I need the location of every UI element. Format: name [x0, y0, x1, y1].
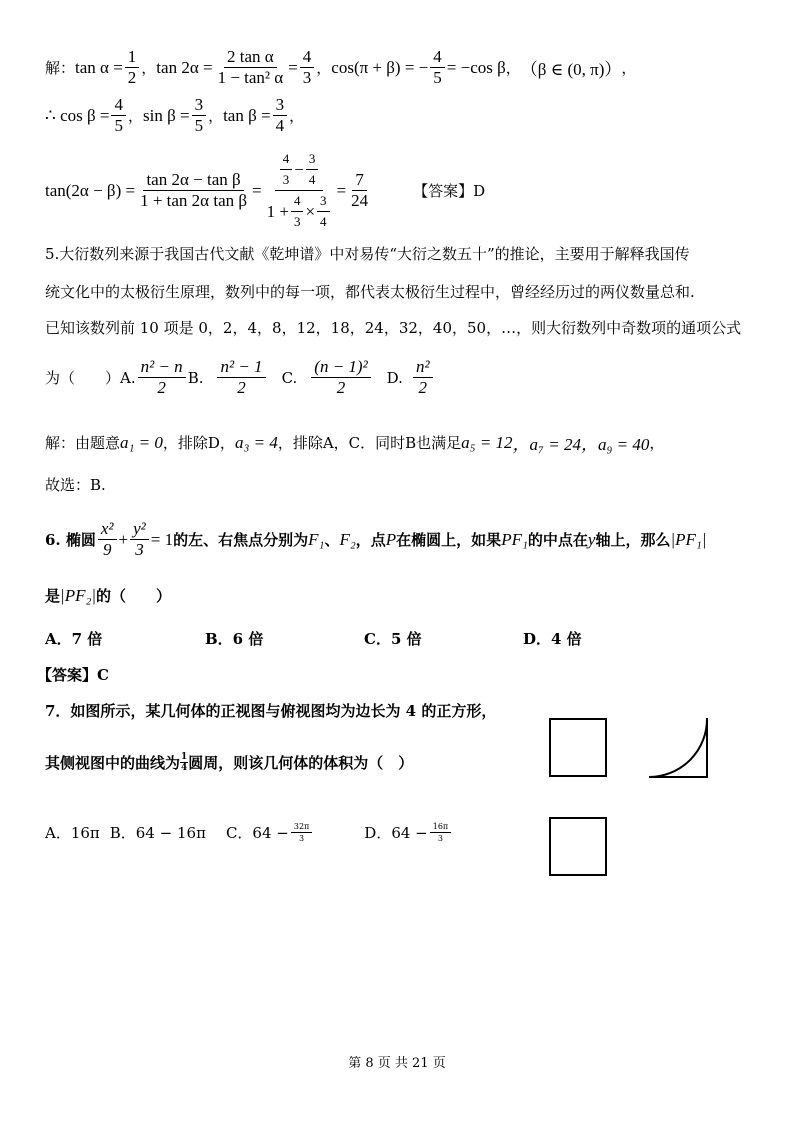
cos-expression: cos(π + β) = − [331, 57, 429, 77]
q6-answer: 【答案】C [37, 666, 109, 684]
q5-option-d: $\frac{\text{n²}}{2}$ [413, 358, 433, 397]
fraction-one-half: $\frac{1}{2}$ [125, 48, 140, 87]
q6-option-b: B．6 倍 [205, 630, 264, 648]
fraction-four-fifths: $\frac{4}{5}$ [430, 48, 445, 87]
q7-option-b: B．64 − 16π [109, 824, 206, 842]
q5-options: 为（ ）A. $\frac{\text{n² − n}}{2}$ B. $\frac{\text{n² − 1}}{2}$ C. $\frac{\text{(n − 1)²}}{2}$ D. $\frac{\text{n²}}{2}$ [45, 358, 435, 397]
q7-text-line-1: 7．如图所示，某几何体的正视图与俯视图均为边长为 4 的正方形， [45, 702, 497, 720]
tan-difference: tan(2α − β) = [45, 180, 136, 200]
q6-question: 6. 椭圆 $\frac{\text{x²}}{9}$ + $\frac{\text{y²}}{3}$ = 1 的左、右焦点分别为 F₁ 、 F₂ ，点 P 在椭圆上，如果 PF₁ 的中点在 y 轴上，那么 |PF₁| [45, 519, 707, 559]
fraction-double-angle: $\frac{\text{2 tan α}}{\text{1 − tan² α}}$ [217, 47, 284, 87]
q5-option-c: $\frac{\text{(n − 1)²}}{2}$ [311, 358, 370, 397]
quarter-fraction: $\frac{1}{4}$ [181, 752, 188, 773]
tan-alpha: tan α = [75, 57, 123, 77]
fraction-tan-formula: $\frac{\text{tan 2α − tan β}}{\text{1 + tan 2α tan β}}$ [140, 170, 248, 210]
q5-text-line-1: 5.大衍数列来源于我国古代文献《乾坤谱》中对易传“大衍之数五十”的推论，主要用于解释我国传 [45, 245, 690, 263]
beta-range: （β ∈ (0, π)） [520, 60, 622, 79]
solution-line-3: tan(2α − β) = $\frac{\text{tan 2α − tan β}}{\text{1 + tan 2α tan β}}$ = $\frac{4}{3}$ − $\frac{3}{4}$ 1 + $\frac{4}{3}$ × $\frac{3}{4}$ = $\frac{7}{24}$ 【答案】D [45, 151, 486, 229]
page-footer: 第 8 页 共 21 页 [348, 1056, 446, 1071]
q7-option-c: C．64 − [225, 824, 289, 842]
fraction-result: $\frac{7}{24}$ [351, 170, 369, 210]
q6-option-c: C．5 倍 [364, 630, 422, 648]
solution-line-2: ∴ cos β = $\frac{4}{5}$ ， sin β = $\frac{3}{5}$ ， tan β = $\frac{3}{4}$ ， [45, 95, 305, 135]
q6-option-d: D．4 倍 [523, 630, 582, 648]
tan-beta: tan β = [223, 105, 271, 125]
q7-text-line-2: 其侧视图中的曲线为 $\frac{1}{4}$ 圆周，则该几何体的体积为（ ） [45, 752, 414, 773]
q5-text-line-3: 已知该数列前 10 项是 0，2，4，8，12，18，24，32，40，50，…，则大衍数列中奇数项的通项公式 [45, 319, 742, 337]
ellipse-x-term: $\frac{\text{x²}}{9}$ [98, 520, 117, 559]
tan-2alpha: tan 2α = [156, 57, 213, 77]
side-view-quarter-arc [645, 716, 709, 780]
ellipse-y-term: $\frac{\text{y²}}{3}$ [130, 520, 149, 559]
front-view-square [549, 718, 607, 777]
q6-question-cont: 是 |PF₂| 的（ ） [45, 585, 172, 605]
q7-option-d: D．64 − [364, 824, 428, 842]
q5-text-line-2: 统文化中的太极衍生原理，数列中的每一项，都代表太极衍生过程中，曾经经历过的两仪数量总和. [45, 283, 695, 301]
fraction-four-thirds: $\frac{4}{3}$ [300, 48, 315, 87]
solution-line-1: 解： tan α = $\frac{1}{2}$ ， tan 2α = $\frac{\text{2 tan α}}{\text{1 − tan² α}}$ = $\frac{4}{3}$ ， cos(π + β) = − $\frac{4}{5}$ = −cos β ， （β ∈ (0, π)） ， [45, 47, 637, 87]
q5-choice: 故选：B. [45, 476, 106, 494]
q5-option-a: $\frac{\text{n² − n}}{2}$ [138, 358, 186, 397]
answer-label: 【答案】D [413, 182, 486, 200]
fraction-compound: $\frac{4}{3}$ − $\frac{3}{4}$ 1 + $\frac{4}{3}$ × $\frac{3}{4}$ [264, 150, 335, 231]
q5-solution: 解：由题意 a₁ = 0 ，排除D， a₃ = 4 ，排除A，C．同时B也满足 a₅ = 12 ，a₇ = 24 ，a₉ = 40 ， [45, 432, 665, 454]
q5-option-b: $\frac{\text{n² − 1}}{2}$ [217, 358, 265, 397]
solution-label: 解： [45, 59, 76, 77]
q6-option-a: A．7 倍 [45, 630, 103, 648]
q7-options: A．16π B．64 − 16π C．64 − $\frac{32\pi}{3}$ D．64 − $\frac{16\pi}{3}$ [45, 822, 453, 843]
top-view-square [549, 817, 607, 876]
sin-beta: sin β = [142, 105, 190, 125]
q7-option-a: A．16π [45, 824, 100, 842]
cos-beta: ∴ cos β = [45, 105, 110, 125]
